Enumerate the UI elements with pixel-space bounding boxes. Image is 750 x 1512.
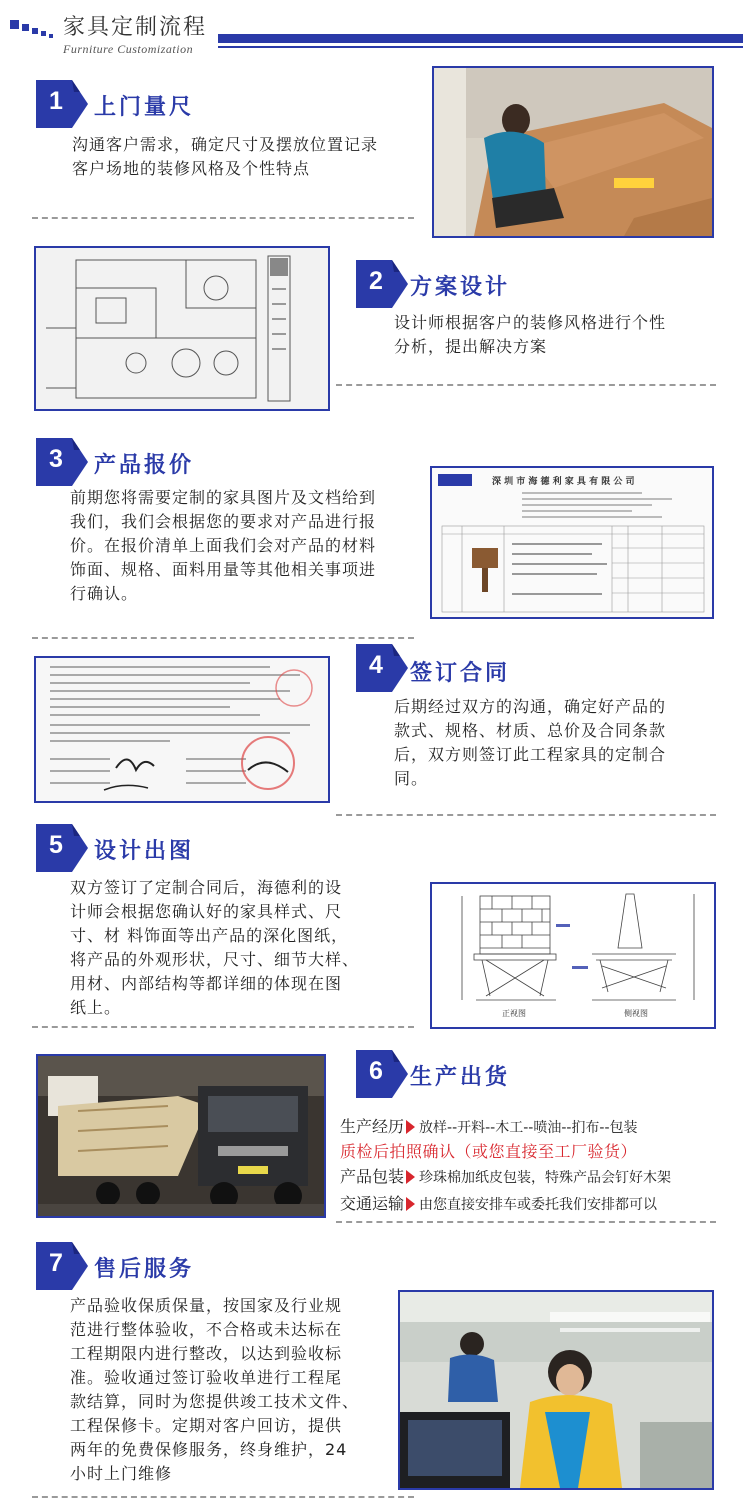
step-title: 产品报价 bbox=[94, 453, 195, 478]
header-square-decor bbox=[32, 28, 38, 34]
text-line: 饰面、规格、面料用量等其他相关事项进 bbox=[70, 560, 377, 579]
text-line: 款式、规格、材质、总价及合同条款 bbox=[394, 721, 667, 740]
text-line: 分析，提出解决方案 bbox=[394, 337, 548, 356]
red-arrow-icon bbox=[406, 1197, 415, 1211]
step-badge bbox=[356, 1050, 408, 1098]
red-arrow-icon bbox=[406, 1120, 415, 1134]
text-line: 前期您将需要定制的家具图片及文档给到 bbox=[70, 488, 377, 507]
text-line: 工程期限内进行整改，以达到验收标 bbox=[70, 1344, 343, 1363]
step-badge bbox=[36, 1242, 88, 1290]
step-title: 上门量尺 bbox=[94, 95, 195, 120]
floor-plan-image bbox=[34, 246, 330, 411]
quotation-image bbox=[430, 466, 714, 619]
header-square-decor bbox=[41, 31, 46, 36]
text-line: 寸、材 料饰面等出产品的深化图纸， bbox=[70, 926, 349, 945]
step-description bbox=[70, 486, 420, 606]
text-line: 小时上门维修 bbox=[70, 1464, 173, 1483]
divider bbox=[32, 1496, 414, 1498]
divider bbox=[32, 637, 414, 639]
truck-photo bbox=[36, 1054, 326, 1218]
text-line: 价。在报价清单上面我们会对产品的材料 bbox=[70, 536, 377, 555]
step-title: 生产出货 bbox=[410, 1065, 511, 1090]
text-line: 款结算，同时为您提供竣工技术文件、 bbox=[70, 1392, 360, 1411]
text-line: 后期经过双方的沟通，确定好产品的 bbox=[394, 697, 667, 716]
text-line: 工程保修卡。定期对客户回访，提供 bbox=[70, 1416, 343, 1435]
step-description bbox=[394, 695, 724, 791]
customer-service-photo bbox=[398, 1290, 714, 1490]
text-line: 用材、内部结构等都详细的体现在图 bbox=[70, 974, 343, 993]
row-text: 珍珠棉加纸皮包装，特殊产品会钉好木架 bbox=[419, 1170, 672, 1186]
step-title: 签订合同 bbox=[410, 661, 511, 686]
step-number: 2 bbox=[369, 267, 383, 295]
step-number: 7 bbox=[49, 1249, 63, 1277]
step-badge bbox=[36, 80, 88, 128]
step-title: 售后服务 bbox=[94, 1257, 195, 1282]
step-number: 3 bbox=[49, 445, 63, 473]
step-badge bbox=[36, 824, 88, 872]
step-badge bbox=[356, 260, 408, 308]
text-line: 产品验收保质保量，按国家及行业规 bbox=[70, 1296, 343, 1315]
text-line: 范进行整体验收，不合格或未达标在 bbox=[70, 1320, 343, 1339]
divider bbox=[336, 1221, 716, 1223]
divider bbox=[336, 384, 716, 386]
quotation-header: 深 圳 市 海 德 利 家 具 有 限 公 司 bbox=[492, 477, 635, 487]
text-line: 设计师根据客户的装修风格进行个性 bbox=[394, 313, 667, 332]
text-line: 我们，我们会根据您的要求对产品进行报 bbox=[70, 512, 377, 531]
divider bbox=[32, 217, 414, 219]
quality-check-note: 质检后拍照确认（或您直接至工厂验货） bbox=[340, 1142, 638, 1161]
step-number: 6 bbox=[369, 1057, 383, 1085]
step-number: 5 bbox=[49, 831, 63, 859]
side-view-label: 侧视图 bbox=[624, 1009, 648, 1018]
text-line: 计师会根据您确认好的家具样式、尺 bbox=[70, 902, 343, 921]
text-line: 行确认。 bbox=[70, 584, 139, 603]
step-badge bbox=[36, 438, 88, 486]
divider bbox=[32, 1026, 414, 1028]
divider bbox=[336, 814, 716, 816]
step-title: 设计出图 bbox=[94, 839, 195, 864]
step-description bbox=[70, 876, 420, 1020]
row-label: 生产经历 bbox=[340, 1117, 405, 1136]
text-line: 后，双方则签订此工程家具的定制合 bbox=[394, 745, 667, 764]
info-row-packaging bbox=[340, 1164, 740, 1187]
step-number: 4 bbox=[369, 651, 383, 679]
text-line: 客户场地的装修风格及个性特点 bbox=[72, 159, 311, 178]
step-title: 方案设计 bbox=[410, 275, 511, 300]
text-line: 双方签订了定制合同后，海德利的设 bbox=[70, 878, 343, 897]
header-square-decor bbox=[22, 24, 29, 31]
header-square-decor bbox=[49, 34, 53, 38]
text-line: 准。验收通过签订验收单进行工程尾 bbox=[70, 1368, 343, 1387]
measuring-photo bbox=[432, 66, 714, 238]
text-line: 将产品的外观形状，尺寸、细节大样、 bbox=[70, 950, 360, 969]
text-line: 纸上。 bbox=[70, 998, 122, 1017]
info-row-transport bbox=[340, 1191, 740, 1214]
text-line: 两年的免费保修服务，终身维护，24 bbox=[70, 1440, 348, 1459]
row-label: 产品包装 bbox=[340, 1167, 405, 1186]
step-number: 1 bbox=[49, 87, 63, 115]
row-text: 放样--开料--木工--喷油--扪布--包装 bbox=[419, 1120, 638, 1136]
row-text: 由您直接安排车或委托我们安排都可以 bbox=[419, 1197, 658, 1213]
text-line: 沟通客户需求，确定尺寸及摆放位置记录 bbox=[72, 135, 379, 154]
row-label: 交通运输 bbox=[340, 1194, 405, 1213]
header-bar-thin bbox=[218, 46, 743, 48]
step-description bbox=[394, 311, 724, 359]
header-square-decor bbox=[10, 20, 19, 29]
step-badge bbox=[356, 644, 408, 692]
step-description bbox=[72, 133, 422, 181]
text-line: 同。 bbox=[394, 769, 429, 788]
info-row-production bbox=[340, 1114, 740, 1137]
page-subtitle: Furniture Customization bbox=[63, 42, 194, 56]
header-bar bbox=[218, 34, 743, 43]
page-title: 家具定制流程 bbox=[63, 15, 208, 40]
technical-drawing-image bbox=[430, 882, 716, 1029]
contract-image bbox=[34, 656, 330, 803]
red-arrow-icon bbox=[406, 1170, 415, 1184]
step-description bbox=[70, 1294, 400, 1486]
front-view-label: 正视图 bbox=[502, 1009, 526, 1018]
